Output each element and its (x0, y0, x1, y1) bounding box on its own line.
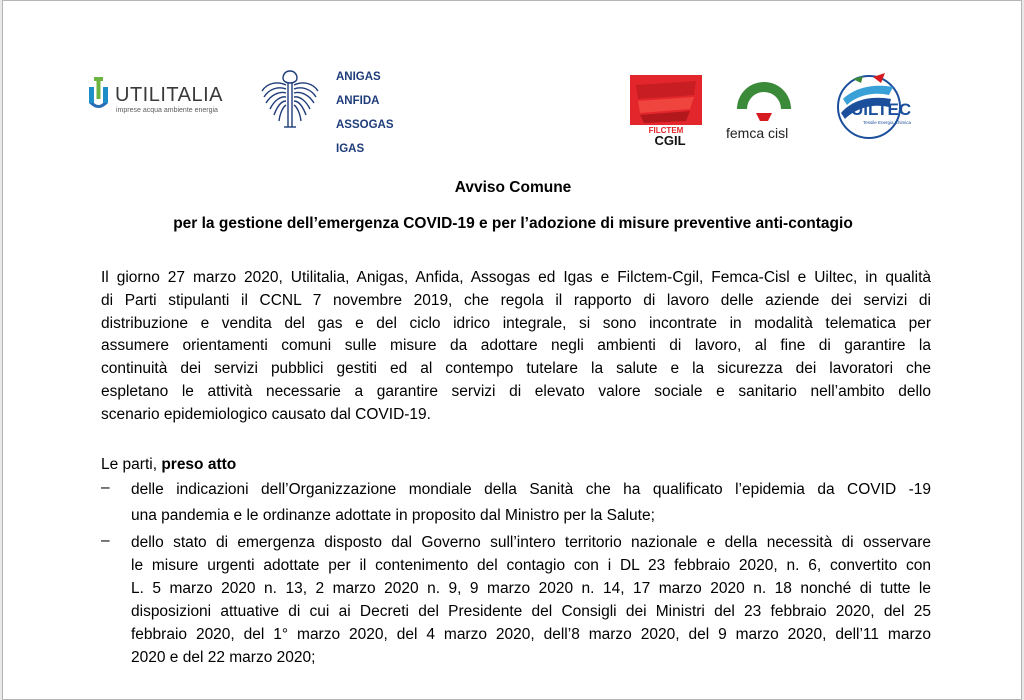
association-anfida: ANFIDA (336, 95, 380, 107)
utilitalia-mark-icon (87, 77, 111, 111)
bullet-line: febbraio 2020, del 1° marzo 2020, del 4 marzo 2020, dell’8 marzo 2020, del 9 marzo 2020, dell’11 marzo (131, 626, 931, 643)
filctem-line1: FILCTEM (648, 126, 684, 135)
uiltec-logo (831, 71, 923, 143)
utilitalia-tagline: imprese acqua ambiente energia (116, 107, 218, 114)
filctem-cgil-logo (630, 75, 702, 147)
document-title: Avviso Comune (454, 179, 572, 196)
bullet-line: disposizioni attuative di cui ai Decreti del Presidente del Consigli dei Ministri del 23 febbraio 2020, del 25 (131, 603, 931, 620)
document-subtitle: per la gestione dell’emergenza COVID-19 e per l’adozione di misure preventive anti-contagio (173, 215, 853, 232)
intro-line: distribuzione e vendita del gas e del ciclo idrico integrale, si sono incontrate in modalità telematica per (101, 314, 931, 332)
document-page (2, 0, 1022, 700)
utilitalia-name: UTILITALIA (115, 84, 223, 106)
uiltec-name: UILTEC (851, 100, 912, 119)
parties-heading (101, 456, 236, 474)
filctem-line2: CGIL (654, 133, 686, 147)
bullet-line: una pandemia e le ordinanze adottate in proposito dal Ministro per la Salute; (131, 507, 655, 524)
association-anigas: ANIGAS (336, 71, 381, 83)
bullet-dash: – (101, 532, 110, 549)
uiltec-emblem-icon (831, 71, 923, 143)
intro-paragraph (101, 267, 931, 427)
association-assogas: ASSOGAS (336, 119, 394, 131)
uiltec-tagline: Tessile Energia Chimica (863, 120, 912, 125)
femca-cisl-logo (723, 69, 807, 145)
bullet-line: 2020 e del 22 marzo 2020; (131, 649, 316, 666)
intro-line: assumere orientamenti comuni sulle misure da adottare negli ambienti di lavoro, al fine di garantire la (101, 337, 931, 355)
bullet-dash: – (101, 479, 110, 496)
eagle-emblem-logo (259, 67, 321, 133)
intro-line: di Parti stipulanti il CCNL 7 novembre 2019, che regola il rapporto di lavoro delle aziende dei servizi di (101, 291, 931, 309)
filctem-flag-icon (630, 75, 702, 147)
femca-name: femca cisl (726, 125, 789, 141)
intro-line: espletano le attività necessarie a garantire servizi di elevato valore sociale e sanitario nell’ambito dello (101, 382, 931, 400)
intro-line: continuità dei servizi pubblici gestiti ed al contempo tutelare la salute e la sicurezza dei lavoratori che (101, 360, 931, 378)
association-igas: IGAS (336, 143, 365, 155)
association-list (336, 65, 394, 161)
parties-prefix: Le parti, (101, 456, 162, 473)
bullet-line: dello stato di emergenza disposto dal Governo sull’intero territorio nazionale e della necessità di osservare (131, 534, 931, 551)
bullet-line: le misure urgenti adottate per il contenimento del contagio con i DL 23 febbraio 2020, n. 6, convertito con (131, 557, 931, 574)
femca-emblem-icon (723, 69, 807, 125)
utilitalia-logo (87, 77, 223, 117)
parties-bold: preso atto (161, 456, 237, 473)
intro-line: Il giorno 27 marzo 2020, Utilitalia, Anigas, Anfida, Assogas ed Igas e Filctem-Cgil, Femca-Cisl e Uiltec, in qualità (101, 269, 931, 286)
bullet-line: delle indicazioni dell’Organizzazione mondiale della Sanità che ha qualificato l’epidemia da COVID -19 (131, 481, 931, 498)
intro-line: scenario epidemiologico causato dal COVID-19. (101, 405, 431, 423)
eagle-emblem-icon (259, 67, 321, 133)
bullet-line: L. 5 marzo 2020 n. 13, 2 marzo 2020 n. 9, 9 marzo 2020 n. 14, 17 marzo 2020 n. 18 nonché di tutte le (131, 580, 931, 597)
